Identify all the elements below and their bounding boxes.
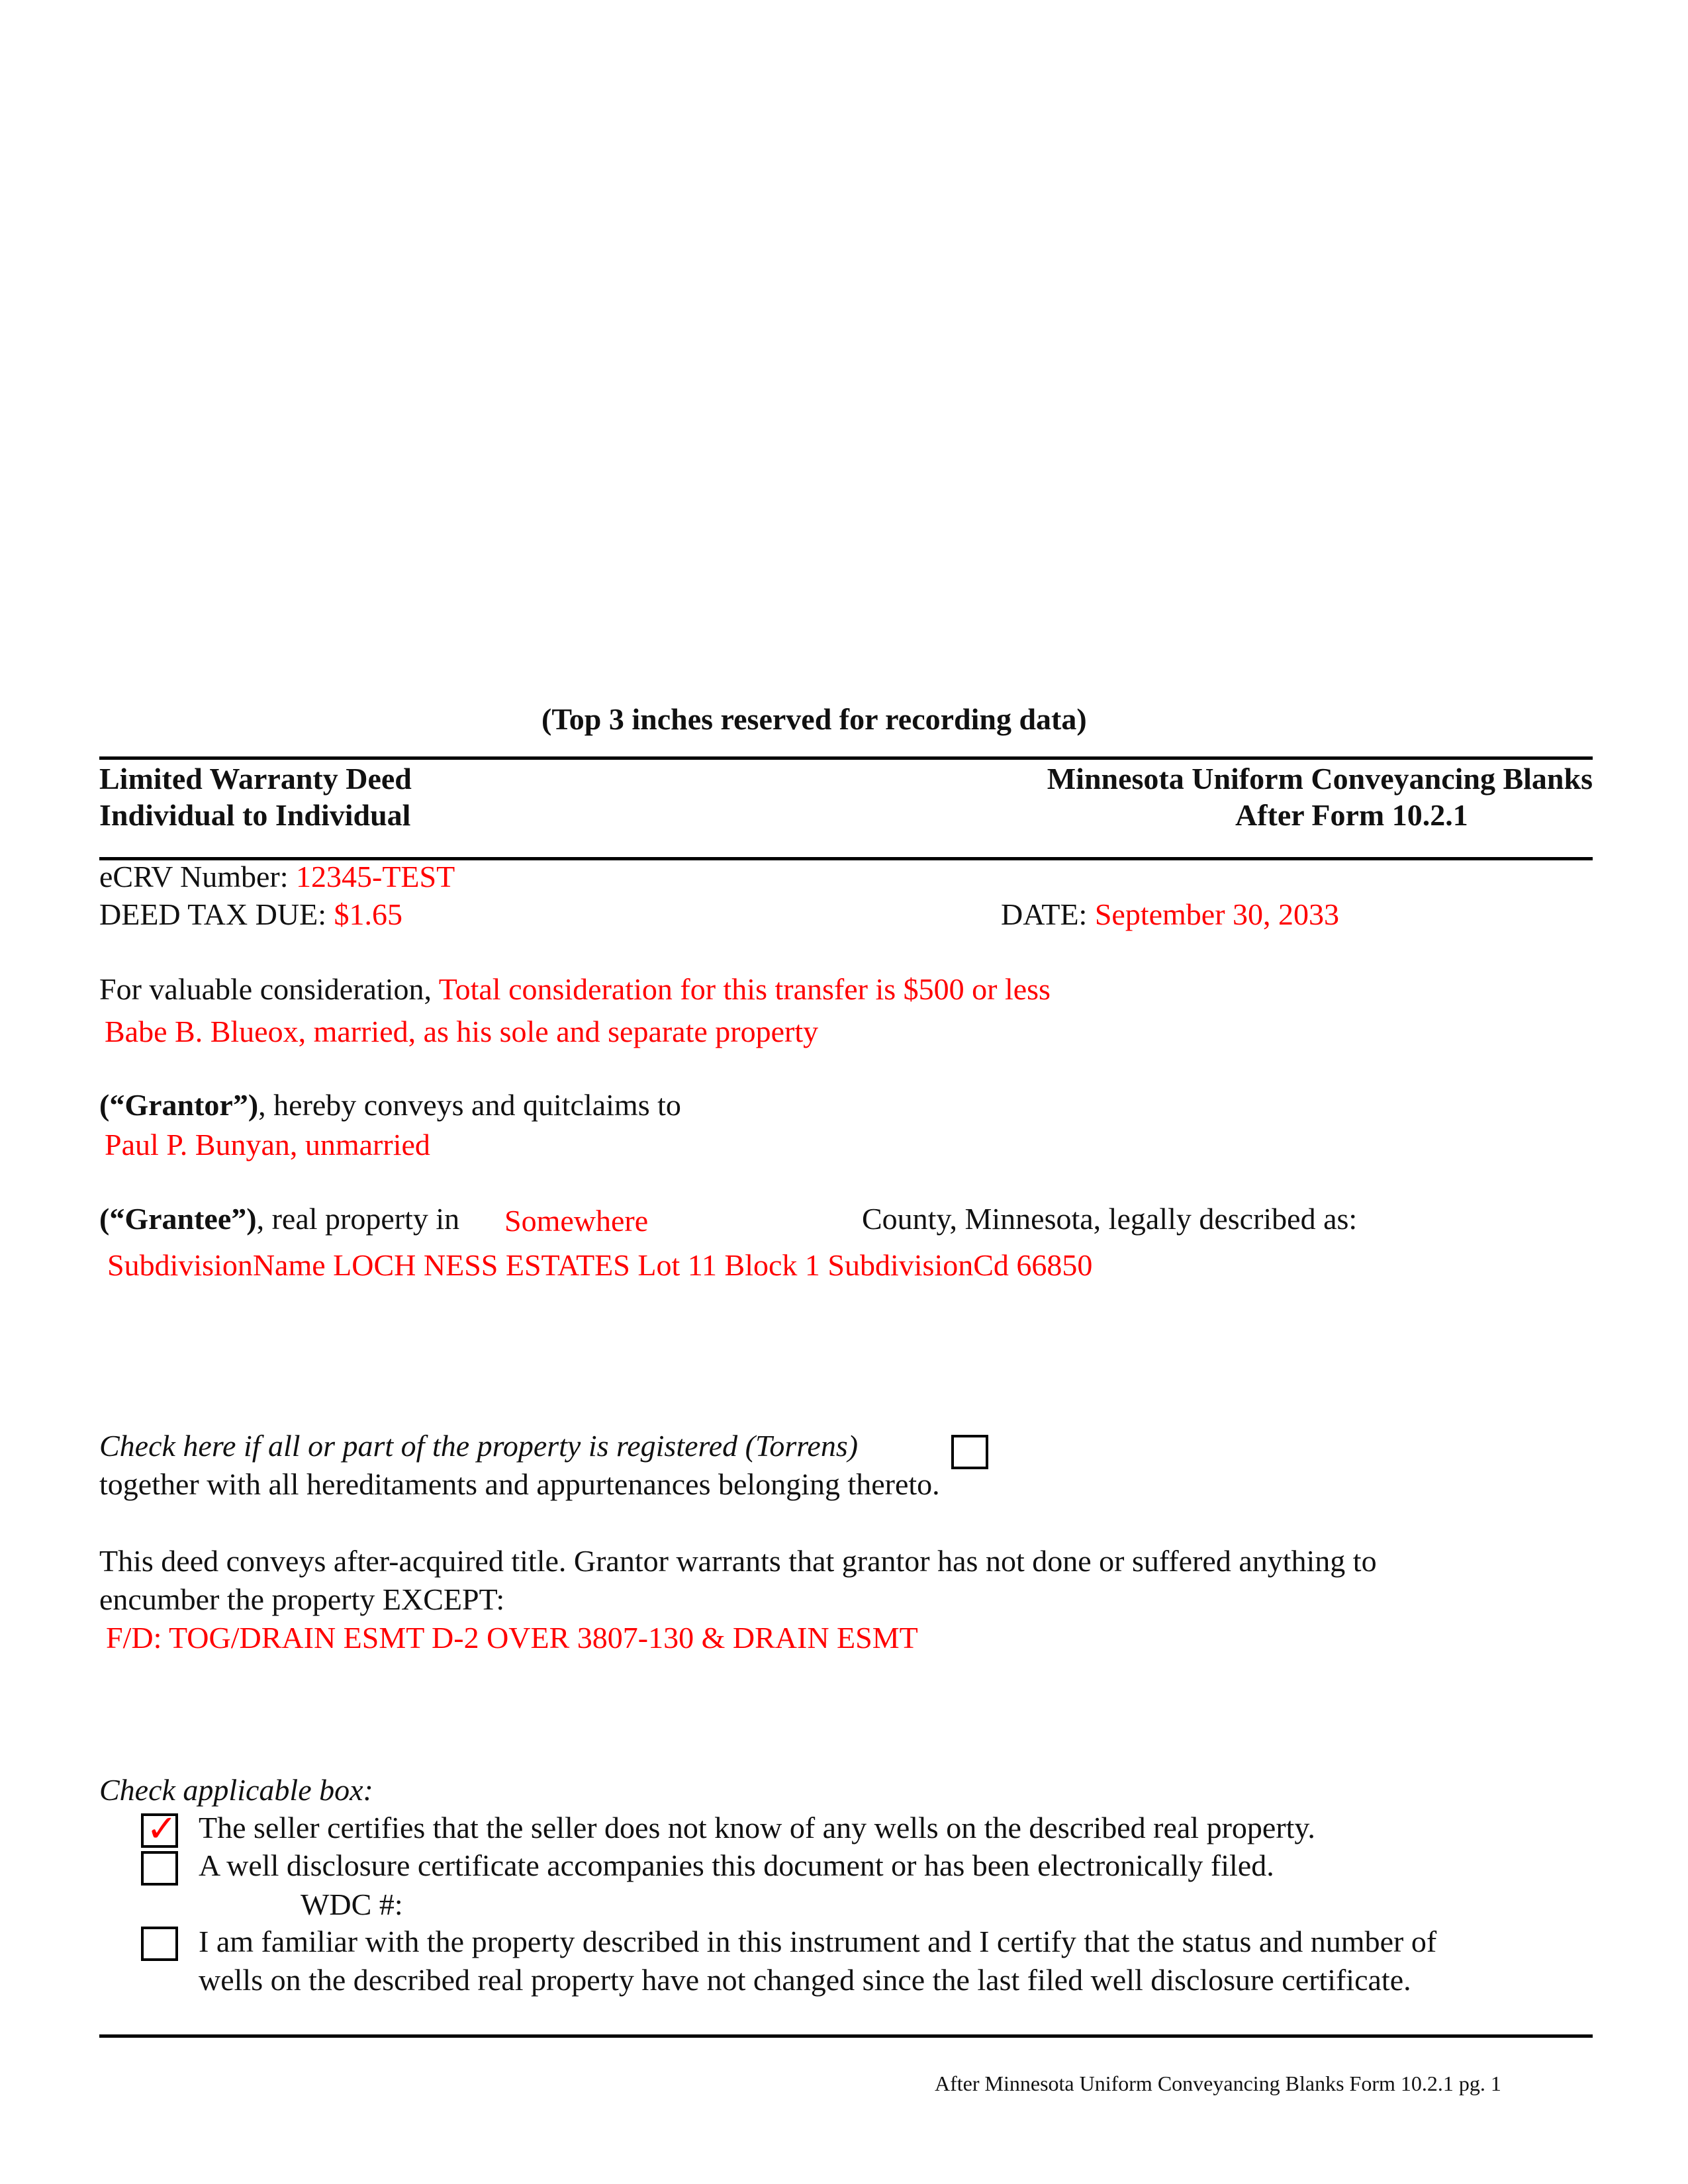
well-option2-checkbox[interactable] [141,1851,178,1886]
consideration-label: For valuable consideration, [99,972,432,1006]
check-icon: ✓ [146,1807,177,1850]
grantee-name[interactable]: Paul P. Bunyan, unmarried [105,1128,430,1161]
well-option3-text-line1: I am familiar with the property described in this instrument and I certify that the status and number of [199,1925,1437,1958]
date-value[interactable]: September 30, 2033 [1094,897,1340,931]
consideration-value[interactable]: Total consideration for this transfer is $500 or less [438,972,1051,1006]
warranty-text-line1: This deed conveys after-acquired title. Grantor warrants that grantor has not done or suffered anything to [99,1544,1377,1578]
well-option1-text: The seller certifies that the seller does not know of any wells on the described real property. [199,1811,1315,1844]
reserved-note: (Top 3 inches reserved for recording data) [541,702,1087,736]
deed-tax-row [99,897,402,932]
torrens-label: Check here if all or part of the property is registered (Torrens) [99,1429,859,1463]
bottom-divider [99,2034,1593,2038]
deed-subtitle: Individual to Individual [99,798,411,832]
ecrv-label: eCRV Number: [99,860,289,893]
ecrv-number[interactable]: 12345-TEST [296,860,455,893]
grantor-clause-text: , hereby conveys and quitclaims to [258,1088,681,1122]
wells-heading: Check applicable box: [99,1773,373,1807]
exceptions-value[interactable]: F/D: TOG/DRAIN ESMT D-2 OVER 3807-130 & DRAIN ESMT [106,1621,918,1655]
well-option2-text: A well disclosure certificate accompanies this document or has been electronically filed. [199,1848,1274,1882]
well-option3-checkbox[interactable] [141,1927,178,1961]
date-label: DATE: [1001,897,1088,931]
form-source: Minnesota Uniform Conveyancing Blanks [1047,762,1593,796]
warranty-text-line2: encumber the property EXCEPT: [99,1582,505,1616]
page-footer: After Minnesota Uniform Conveyancing Blanks Form 10.2.1 pg. 1 [935,2071,1501,2095]
well-option3-text-line2: wells on the described real property have not changed since the last filed well disclosure certificate. [199,1963,1411,1997]
grantor-name[interactable]: Babe B. Blueox, married, as his sole and separate property [105,1015,819,1048]
legal-description[interactable]: SubdivisionName LOCH NESS ESTATES Lot 11 Block 1 SubdivisionCd 66850 [107,1248,1093,1282]
form-number: After Form 10.2.1 [1235,798,1468,832]
wdc-label: WDC #: [301,1888,403,1921]
grantee-clause-text: , real property in [256,1202,460,1236]
grantee-clause [99,1201,459,1236]
date-row [1001,897,1339,932]
deed-tax-label: DEED TAX DUE: [99,897,326,931]
top-divider [99,756,1593,760]
grantor-clause [99,1087,681,1122]
well-option1-checkbox[interactable] [141,1807,178,1850]
ecrv-row [99,859,455,894]
county-text: County, Minnesota, legally described as: [862,1202,1358,1236]
consideration-row [99,972,1051,1007]
county-value[interactable]: Somewhere [504,1204,649,1238]
appurtenances-text: together with all hereditaments and appurtenances belonging thereto. [99,1467,940,1501]
grantee-term: (“Grantee”) [99,1202,257,1236]
deed-title: Limited Warranty Deed [99,762,412,796]
deed-tax-value[interactable]: $1.65 [334,897,402,931]
grantor-term: (“Grantor”) [99,1088,259,1122]
torrens-checkbox[interactable] [951,1435,988,1469]
